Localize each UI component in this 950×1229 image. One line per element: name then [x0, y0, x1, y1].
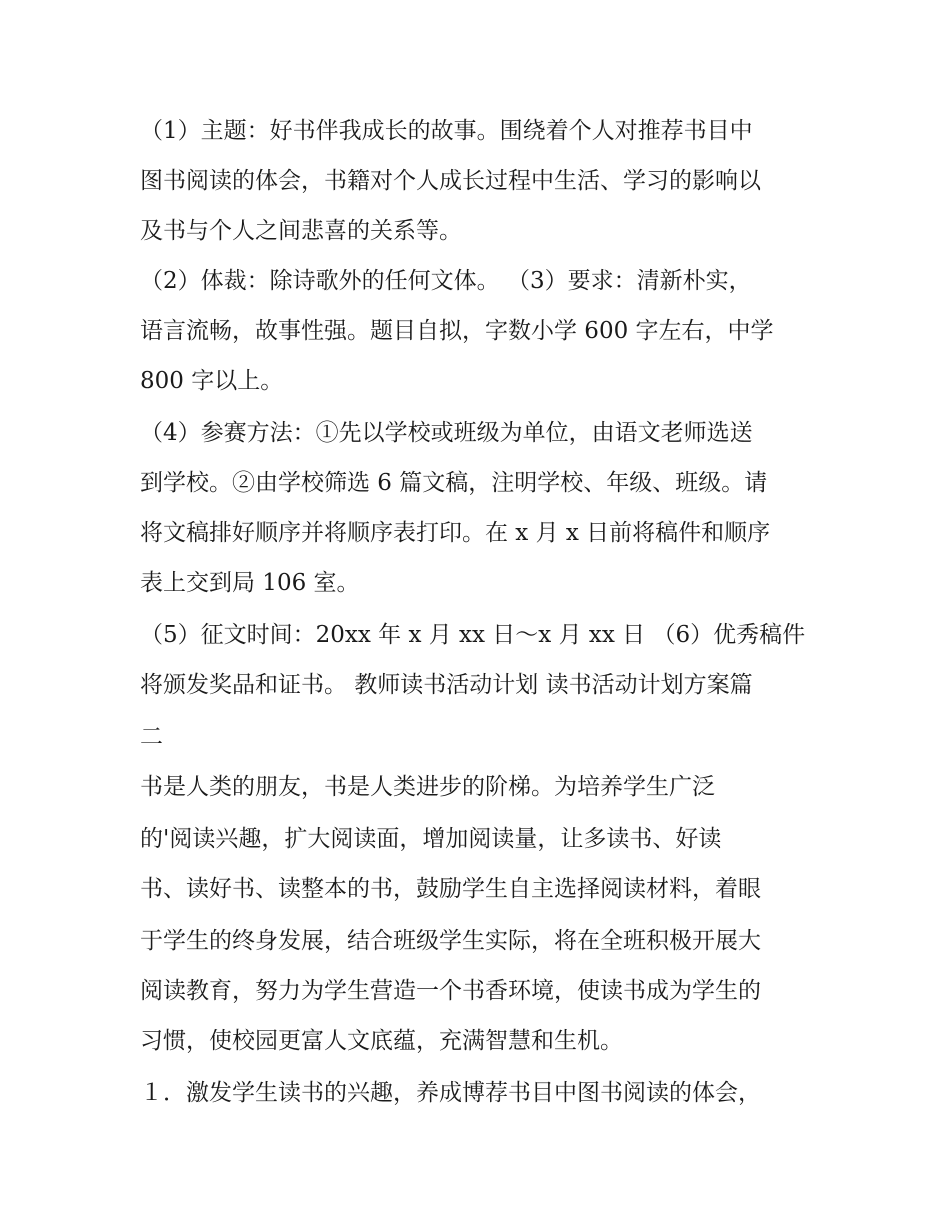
text-line-4: （2）体裁：除诗歌外的任何文体。 （3）要求：清新朴实，: [140, 268, 752, 294]
text-line-12: 将颁发奖品和证书。 教师读书活动计划 读书活动计划方案篇: [140, 672, 753, 698]
text-line-6: 800 字以上。: [140, 368, 284, 394]
text-line-14: 书是人类的朋友，书是人类进步的阶梯。为培养学生广泛: [140, 774, 715, 800]
text-line-17: 于学生的终身发展，结合班级学生实际，将在全班积极开展大: [140, 928, 761, 954]
text-line-10: 表上交到局 106 室。: [140, 570, 360, 596]
text-line-7: （4）参赛方法：①先以学校或班级为单位，由语文老师选送: [140, 420, 753, 446]
text-line-16: 书、读好书、读整本的书，鼓励学生自主选择阅读材料，着眼: [140, 876, 761, 902]
text-line-1: （1）主题：好书伴我成长的故事。围绕着个人对推荐书目中: [140, 118, 753, 144]
text-line-20: １．激发学生读书的兴趣，养成博荐书目中图书阅读的体会，: [140, 1080, 761, 1106]
text-line-8: 到学校。②由学校筛选 6 篇文稿，注明学校、年级、班级。请: [140, 470, 768, 496]
text-line-19: 习惯，使校园更富人文底蕴，充满智慧和生机。: [140, 1028, 623, 1054]
text-line-3: 及书与个人之间悲喜的关系等。: [140, 218, 462, 244]
text-line-5: 语言流畅，故事性强。题目自拟，字数小学 600 字左右，中学: [140, 318, 774, 344]
text-line-13: 二: [140, 724, 163, 750]
text-line-9: 将文稿排好顺序并将顺序表打印。在 x 月 x 日前将稿件和顺序: [140, 520, 771, 546]
text-line-15: 的'阅读兴趣，扩大阅读面，增加阅读量，让多读书、好读: [140, 826, 722, 852]
text-line-2: 图书阅读的体会，书籍对个人成长过程中生活、学习的影响以: [140, 168, 761, 194]
text-line-18: 阅读教育，努力为学生营造一个书香环境，使读书成为学生的: [140, 978, 761, 1004]
text-line-11: （5）征文时间：20xx 年 x 月 xx 日～x 月 xx 日 （6）优秀稿件: [140, 622, 806, 648]
